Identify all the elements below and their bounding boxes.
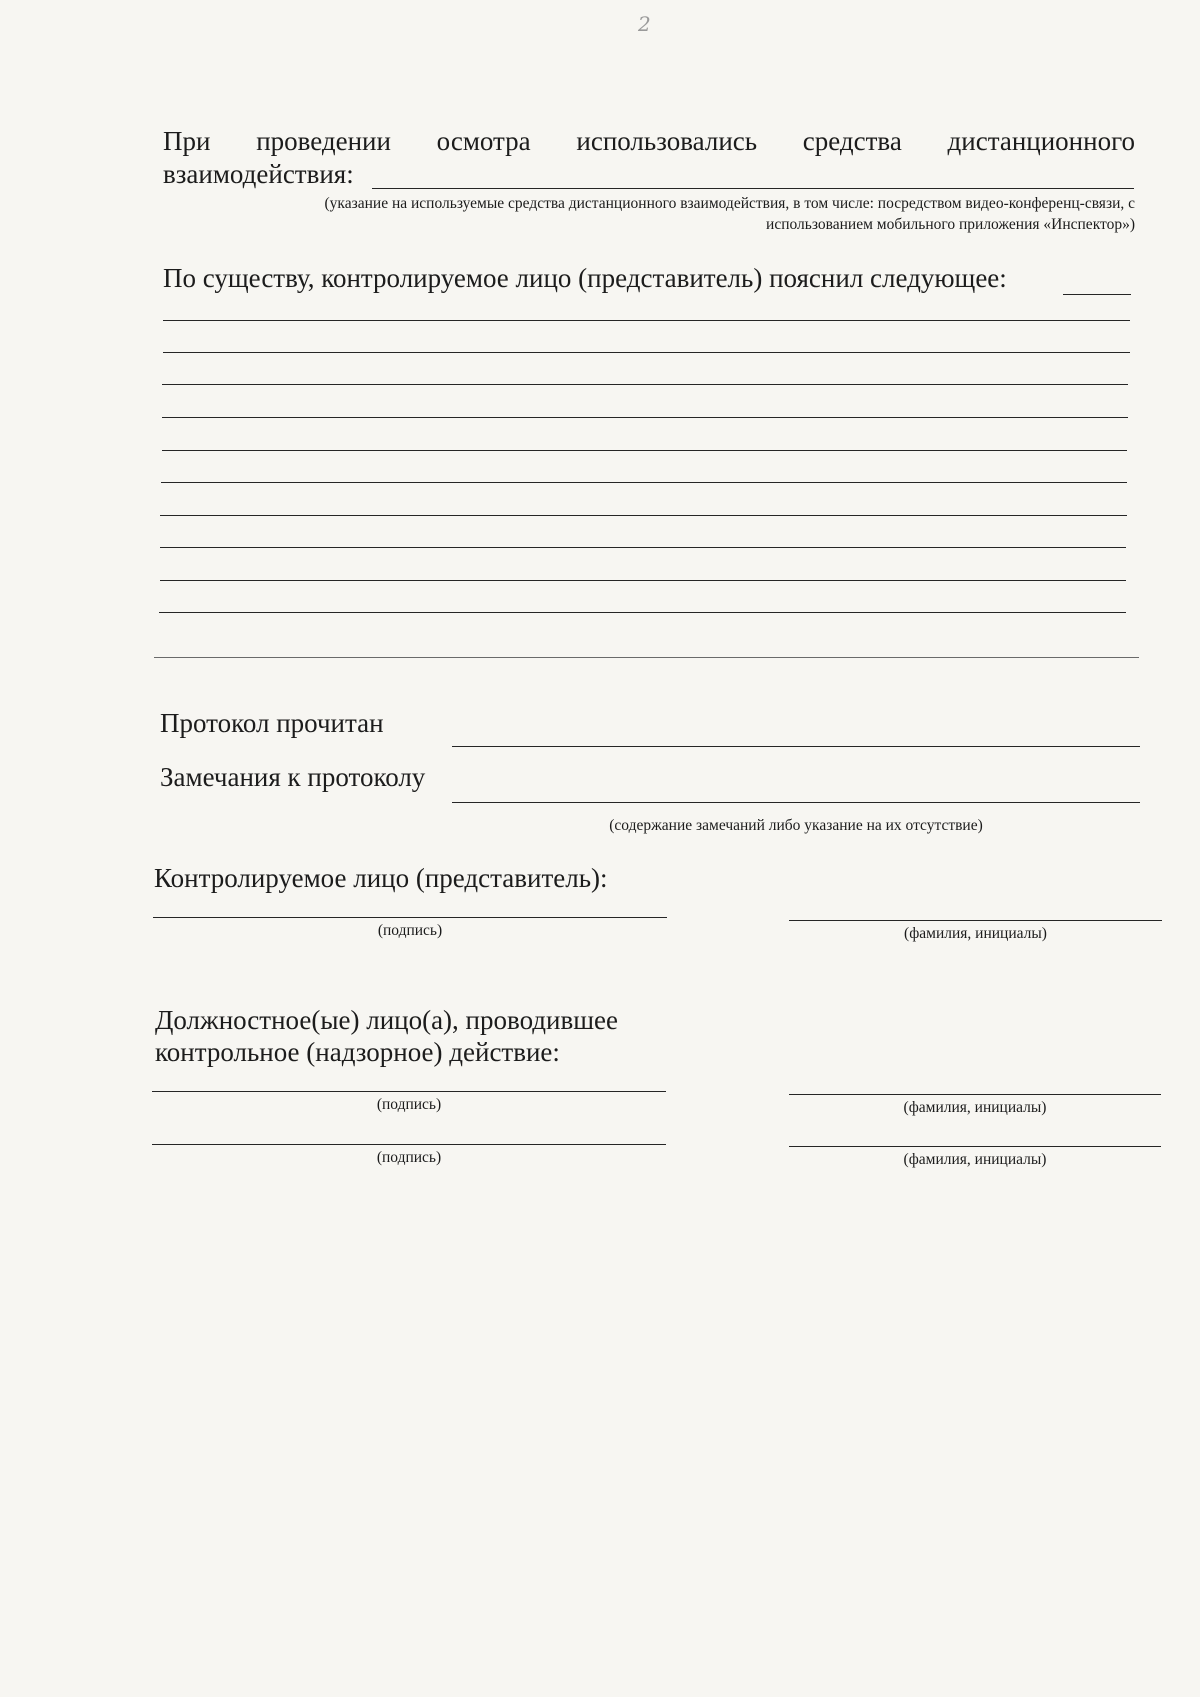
explanation-line-9[interactable] xyxy=(160,580,1126,581)
controlled-person-signature-caption: (подпись) xyxy=(377,922,443,939)
remote-means-field[interactable] xyxy=(372,188,1134,189)
protocol-remarks-hint: (содержание замечаний либо указание на их отсутствие) xyxy=(609,817,983,834)
controlled-person-signature-field[interactable] xyxy=(153,917,667,918)
controlled-person-name-caption: (фамилия, инициалы) xyxy=(904,925,1047,942)
remote-means-line1 xyxy=(163,125,1135,157)
word: проведении xyxy=(256,126,391,156)
official-2-name-field[interactable] xyxy=(789,1146,1161,1147)
explanation-label: По существу, контролируемое лицо (представитель) пояснил следующее: xyxy=(163,263,1007,293)
officials-heading-1: Должностное(ые) лицо(а), проводившее xyxy=(155,1005,618,1035)
section-divider xyxy=(154,657,1139,658)
word: При xyxy=(163,126,211,156)
explanation-line-5[interactable] xyxy=(162,450,1127,451)
official-1-signature-field[interactable] xyxy=(152,1091,666,1092)
explanation-line-10[interactable] xyxy=(159,612,1126,613)
explanation-line-3[interactable] xyxy=(162,384,1128,385)
official-1-name-field[interactable] xyxy=(789,1094,1161,1095)
protocol-remarks-label: Замечания к протоколу xyxy=(160,762,426,792)
explanation-line-8[interactable] xyxy=(160,547,1126,548)
officials-heading-2: контрольное (надзорное) действие: xyxy=(155,1037,560,1067)
protocol-read-field[interactable] xyxy=(452,746,1140,747)
word: дистанционного xyxy=(947,126,1135,156)
remote-means-label: взаимодействия: xyxy=(163,159,354,189)
official-2-name-caption: (фамилия, инициалы) xyxy=(903,1151,1047,1168)
word: осмотра xyxy=(436,126,531,156)
explanation-line-7[interactable] xyxy=(160,515,1127,516)
official-1-signature-caption: (подпись) xyxy=(376,1096,442,1113)
explanation-line-4[interactable] xyxy=(162,417,1128,418)
word: средства xyxy=(802,126,902,156)
page-number: 2 xyxy=(638,12,651,36)
explanation-field-tail[interactable] xyxy=(1063,294,1131,295)
explanation-line-6[interactable] xyxy=(161,482,1127,483)
explanation-line-1[interactable] xyxy=(163,320,1130,321)
remote-means-hint-1: (указание на используемые средства дистанционного взаимодействия, в том числе: посредством видео-конференц-связи, с xyxy=(324,195,1135,212)
controlled-person-heading: Контролируемое лицо (представитель): xyxy=(154,863,608,893)
remote-means-hint-2: использованием мобильного приложения «Инспектор») xyxy=(766,216,1135,233)
official-2-signature-field[interactable] xyxy=(152,1144,666,1145)
explanation-line-2[interactable] xyxy=(163,352,1130,353)
word: использовались xyxy=(576,126,758,156)
official-2-signature-caption: (подпись) xyxy=(376,1149,442,1166)
controlled-person-name-field[interactable] xyxy=(789,920,1162,921)
protocol-read-label: Протокол прочитан xyxy=(160,708,384,738)
protocol-remarks-field[interactable] xyxy=(452,802,1140,803)
official-1-name-caption: (фамилия, инициалы) xyxy=(903,1099,1047,1116)
